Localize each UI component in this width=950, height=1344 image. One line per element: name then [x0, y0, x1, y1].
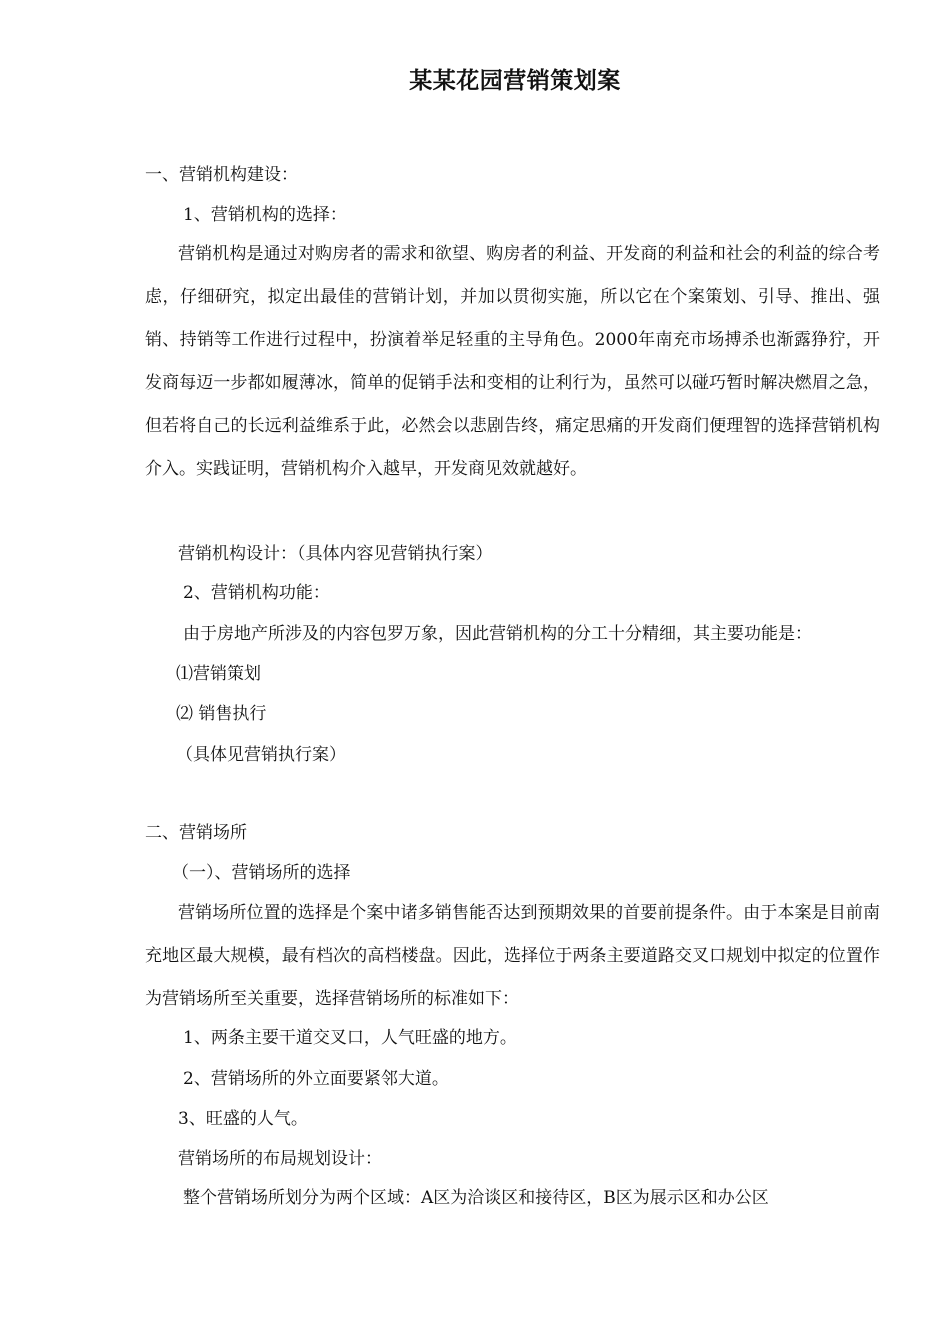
criteria-item: 2、营销场所的外立面要紧邻大道。 [183, 1069, 449, 1089]
section-1-heading: 一、营销机构建设： [145, 165, 298, 185]
section-2-sub1-heading: （一）、营销场所的选择 [172, 863, 351, 883]
section-1-sub1-heading: 1、营销机构的选择： [183, 205, 347, 225]
layout-text: 整个营销场所划分为两个区域：A区为洽谈区和接待区，B区为展示区和办公区 [183, 1188, 769, 1208]
section-2-paragraph: 营销场所位置的选择是个案中诸多销售能否达到预期效果的首要前提条件。由于本案是目前南充地区最大规模，最有档次的高档楼盘。因此，选择位于两条主要道路交叉口规划中拟定的位置作为营销场所至关重要，选择营销场所的标准如下： [145, 903, 880, 1009]
document-title: 某某花园营销策划案 [409, 68, 621, 94]
criteria-item: 1、两条主要干道交叉口，人气旺盛的地方。 [183, 1028, 517, 1048]
criteria-item: 3、旺盛的人气。 [178, 1109, 308, 1129]
section-1-sub2-heading: 2、营销机构功能： [183, 583, 330, 603]
functions-note: （具体见营销执行案） [176, 745, 346, 765]
layout-heading: 营销场所的布局规划设计： [178, 1149, 382, 1169]
function-item: ⑵ 销售执行 [176, 704, 267, 724]
section-1-paragraph: 营销机构是通过对购房者的需求和欲望、购房者的利益、开发商的利益和社会的利益的综合考虑，仔细研究，拟定出最佳的营销计划，并加以贯彻实施，所以它在个案策划、引导、推出、强销、持销等工作进行过程中，扮演着举足轻重的主导角色。2000年南充市场搏杀也渐露狰狞，开发商每迈一步都如履薄冰，简单的促销手法和变相的让利行为，虽然可以碰巧暂时解决燃眉之急，但若将自己的长远利益维系于此，必然会以悲剧告终，痛定思痛的开发商们便理智的选择营销机构介入。实践证明，营销机构介入越早，开发商见效就越好。 [145, 244, 880, 479]
function-item: ⑴营销策划 [176, 664, 261, 684]
functions-intro: 由于房地产所涉及的内容包罗万象，因此营销机构的分工十分精细，其主要功能是： [183, 624, 812, 644]
design-note: 营销机构设计：（具体内容见营销执行案） [178, 544, 493, 564]
section-2-heading: 二、营销场所 [145, 823, 247, 843]
